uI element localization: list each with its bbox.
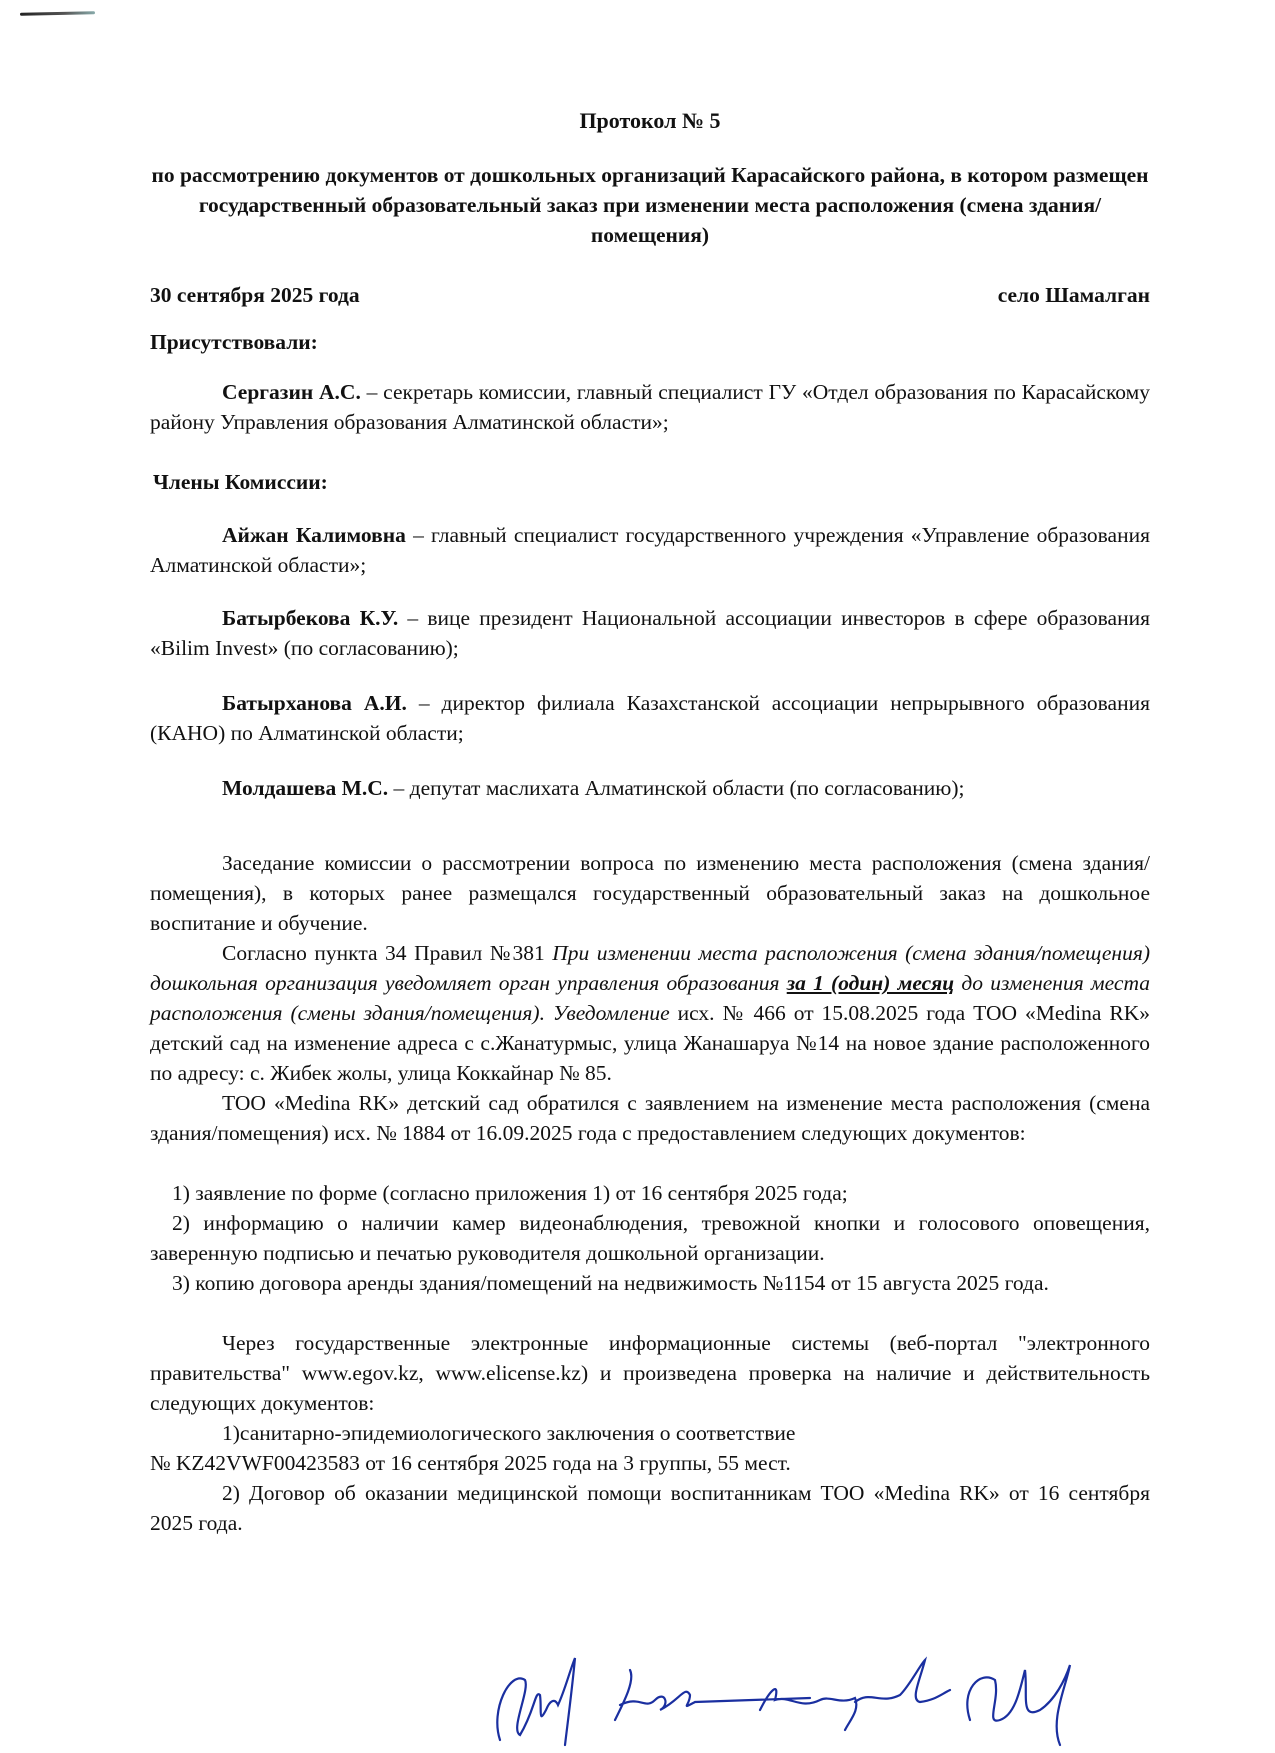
rule-lead: Согласно пункта 34 Правил №381 — [222, 941, 553, 965]
check-item: 2) Договор об оказании медицинской помощи воспитанникам ТОО «Medina RK» от 16 сентября 2025 года. — [150, 1481, 1150, 1535]
members-heading: Члены Комиссии: — [153, 470, 328, 494]
signatures — [480, 1650, 1180, 1750]
member-name: Молдашева М.С. — [222, 776, 389, 800]
member-entry — [150, 773, 1150, 803]
document-title: Протокол № 5 — [579, 108, 721, 133]
meeting-paragraph: Заседание комиссии о рассмотрении вопроса по изменению места расположения (смена здания/помещения), в которых ранее размещался государственный образовательный заказ на дошкольное воспитание и обучение. — [150, 851, 1150, 935]
member-role: – главный специалист государственного учреждения «Управление образования Алматинской области»; — [150, 523, 1150, 577]
signature-4 — [967, 1665, 1070, 1745]
signature-1 — [497, 1658, 575, 1745]
member-role: – депутат маслихата Алматинской области (по согласованию); — [388, 776, 965, 800]
application-item: 3) копию договора аренды здания/помещений на недвижимость №1154 от 15 августа 2025 года. — [172, 1271, 1049, 1295]
document-subtitle: по рассмотрению документов от дошкольных организаций Карасайского района, в котором размещен государственный образовательный заказ при изменении места расположения (смена здания/помещения) — [151, 163, 1149, 247]
member-name: Батырбекова К.У. — [222, 606, 399, 630]
application-item: 1) заявление по форме (согласно приложения 1) от 16 сентября 2025 года; — [172, 1181, 848, 1205]
secretary-name: Сергазин А.С. — [222, 380, 361, 404]
member-entry — [150, 688, 1150, 748]
scan-artifact-mark — [20, 11, 95, 16]
rule-quote: При изменении места расположения (смена здания/помещения) дошкольная организация уведомляет орган управления образования — [150, 941, 1150, 995]
rule-deadline: за 1 (один) месяц — [786, 971, 955, 995]
check-item: 1)санитарно-эпидемиологического заключения о соответствие — [222, 1421, 796, 1445]
meeting-date: 30 сентября 2025 года — [150, 283, 360, 307]
secretary-role: – секретарь комиссии, главный специалист ГУ «Отдел образования по Карасайскому району Управления образования Алматинской области»; — [150, 380, 1150, 434]
signature-3 — [760, 1660, 950, 1730]
egov-paragraph: Через государственные электронные информационные системы (веб-портал "электронного правительства" www.egov.kz, www.elicense.kz) и произведена проверка на наличие и действительность следующих документов: — [150, 1331, 1150, 1415]
member-role: – вице президент Национальной ассоциации инвесторов в сфере образования «Bilim Invest» (по согласованию); — [150, 606, 1150, 660]
rule-paragraph — [150, 938, 1150, 1088]
member-entry — [150, 520, 1150, 580]
application-paragraph: ТОО «Medina RK» детский сад обратился с заявлением на изменение места расположения (смена здания/помещения) исх. № 1884 от 16.09.2025 года с предоставлением следующих документов: — [150, 1091, 1150, 1145]
rule-notification: исх. № 466 от 15.08.2025 года ТОО «Medina RK» детский сад на изменение адреса с с.Жанатурмыс, улица Жанашаруа №14 на новое здание расположенного по адресу: с. Жибек жолы, улица Коккайнар № 85. — [150, 1001, 1150, 1085]
member-role: – директор филиала Казахстанской ассоциации непрырывного образования (КАНО) по Алматинской области; — [150, 691, 1150, 745]
present-heading: Присутствовали: — [150, 330, 318, 354]
member-name: Айжан Калимовна — [222, 523, 406, 547]
signature-2 — [615, 1670, 810, 1720]
date-place-row — [150, 283, 1150, 308]
secretary-entry — [150, 377, 1150, 437]
meeting-place: село Шамалган — [997, 283, 1150, 307]
member-name: Батырханова А.И. — [222, 691, 407, 715]
member-entry — [150, 603, 1150, 663]
application-item: 2) информацию о наличии камер видеонаблюдения, тревожной кнопки и голосового оповещения, заверенную подписью и печатью руководителя дошкольной организации. — [150, 1211, 1150, 1265]
rule-quote-end: до изменения места расположения (смены здания/помещения). Уведомление — [150, 971, 1150, 1025]
check-item-number: № KZ42VWF00423583 от 16 сентября 2025 года на 3 группы, 55 мест. — [150, 1451, 791, 1475]
